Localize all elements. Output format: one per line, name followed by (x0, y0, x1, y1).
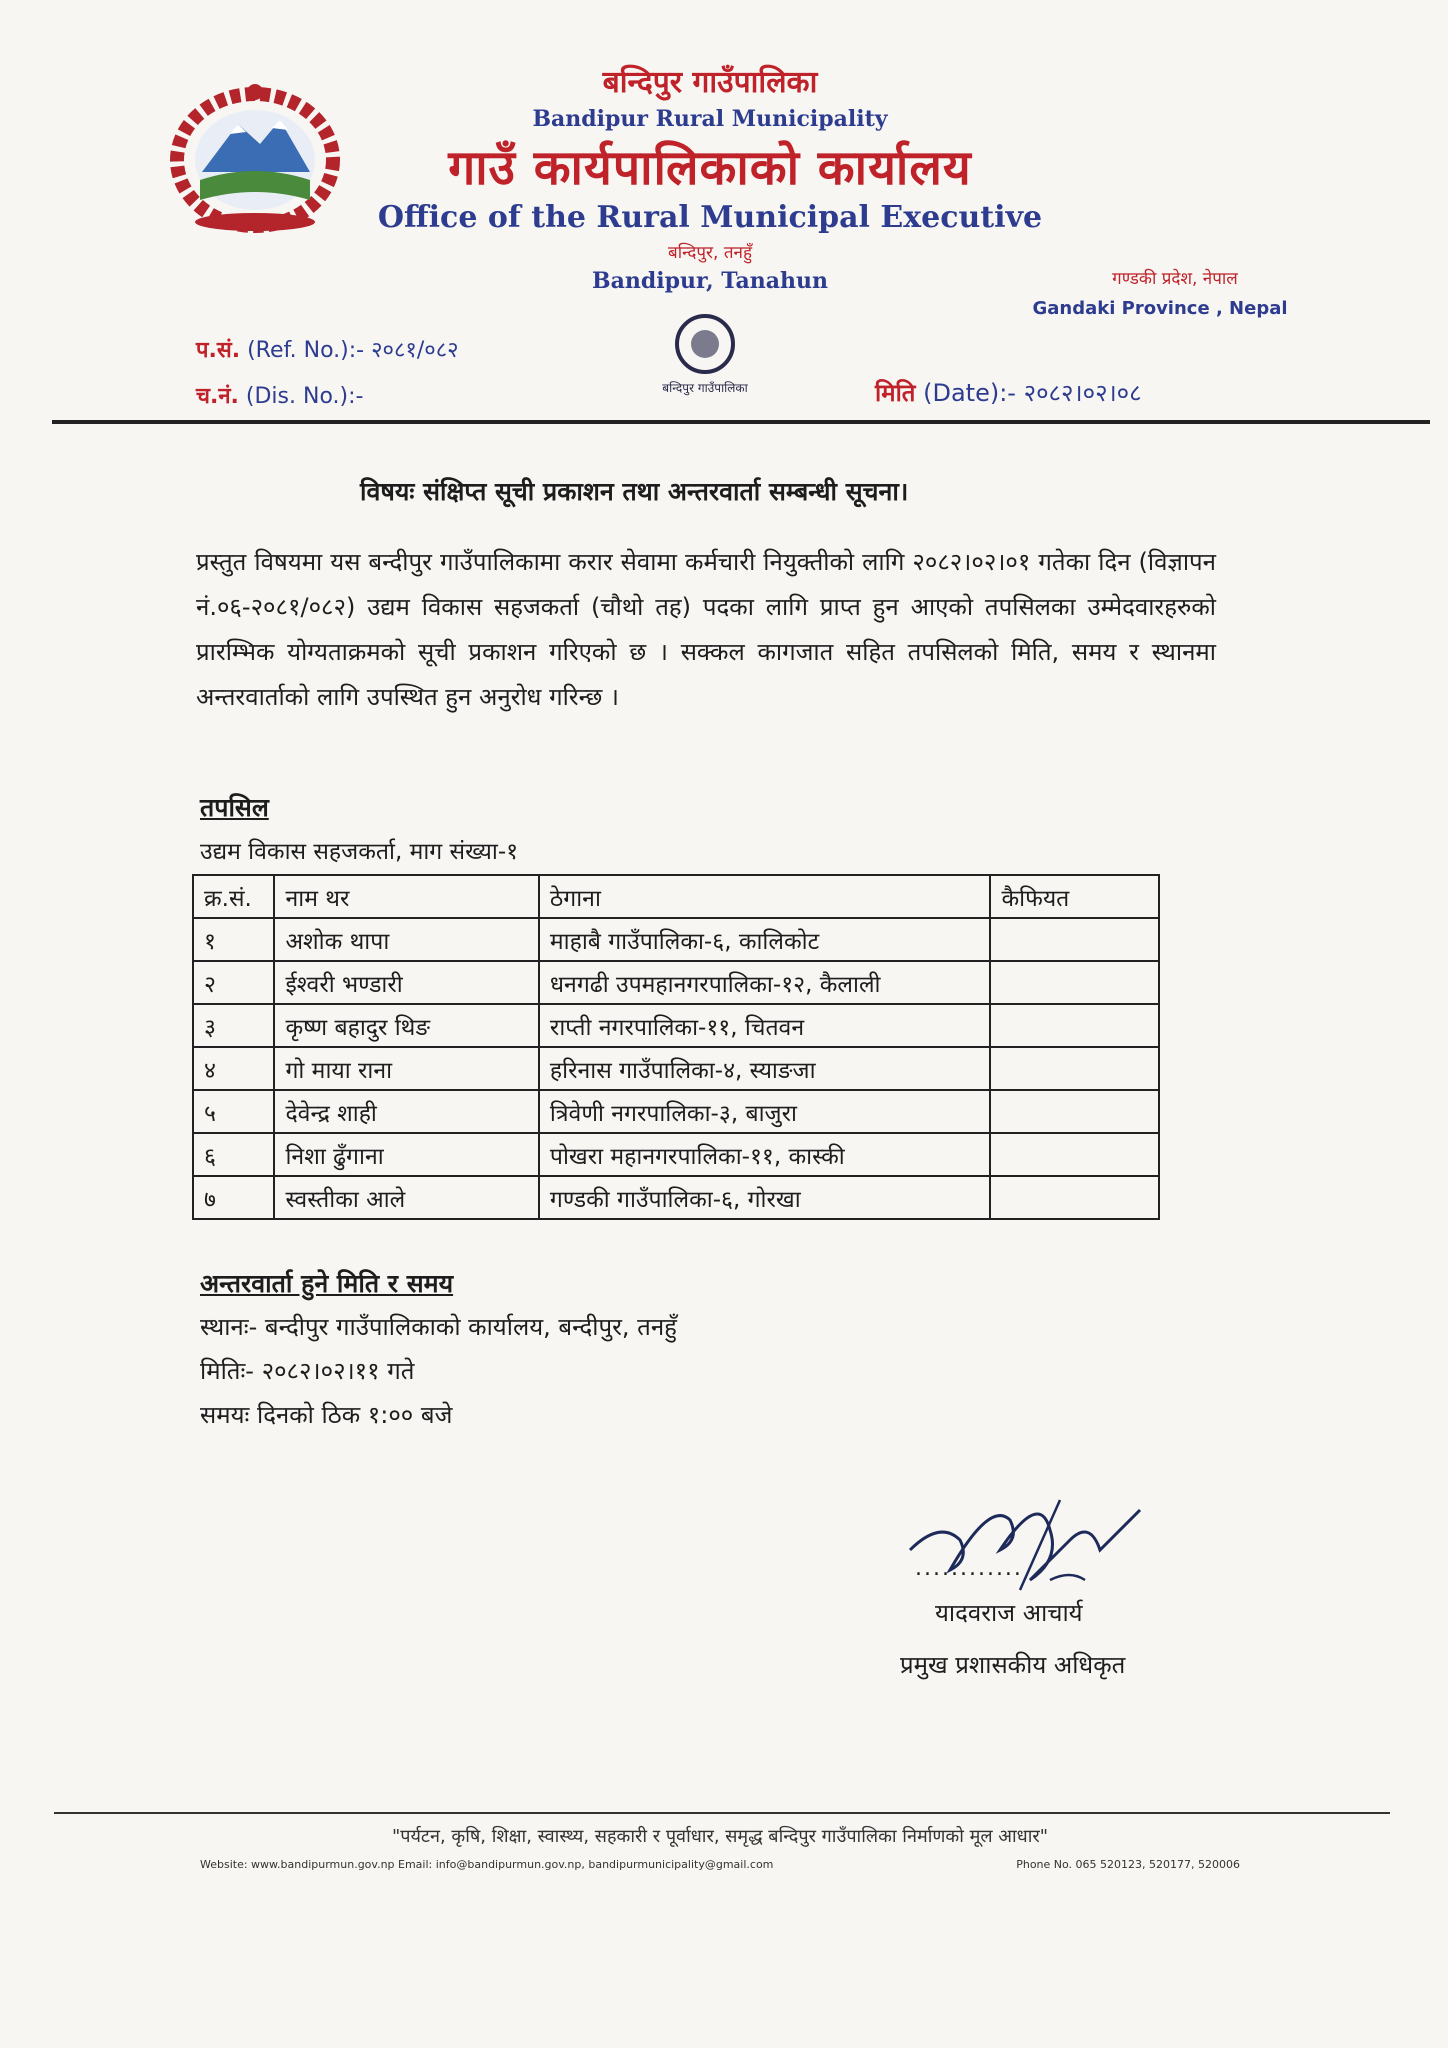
reference-number (196, 334, 459, 364)
stamp-top-text: बन्दिपुर गाउँपालिका (662, 381, 748, 395)
footer-slogan: "पर्यटन, कृषि, शिक्षा, स्वास्थ्य, सहकारी र पूर्वाधार, समृद्ध बन्दिपुर गाउँपालिका निर्माणको मूल आधार" (391, 1826, 1049, 1847)
interview-place: स्थानः- बन्दीपुर गाउँपालिकाको कार्यालय, बन्दीपुर, तनहुँ (200, 1313, 677, 1341)
cell-address: माहाबै गाउँपालिका-६, कालिकोट (539, 918, 991, 961)
notice-paragraph: प्रस्तुत विषयमा यस बन्दीपुर गाउँपालिकामा करार सेवामा कर्मचारी नियुक्तीको लागि २०८२।०२।०१ गतेका दिन (विज्ञापन नं.०६-२०८१/०८२) उद्यम विकास सहजकर्ता (चौथो तह) पदका लागि प्राप्त हुन आएको तपसिलका उम्मेदवारहरुको प्रारम्भिक योग्यताक्रमको सूची प्रकाशन गरिएको छ । सक्कल कागजात सहित तपसिलको मिति, समय र स्थानमा अन्तरवार्ताको लागि उपस्थित हुन अनुरोध गरिन्छ । (196, 548, 1216, 711)
cell-remarks (990, 1133, 1159, 1176)
cell-address: त्रिवेणी नगरपालिका-३, बाजुरा (539, 1090, 991, 1133)
ref-sub-label: (Ref. No.):- (247, 338, 365, 363)
cell-name: स्वस्तीका आले (274, 1176, 538, 1219)
cell-name: अशोक थापा (274, 918, 538, 961)
dis-label: च.नं. (196, 384, 239, 409)
col-remarks: कैफियत (990, 875, 1159, 918)
cell-serial: ३ (193, 1004, 274, 1047)
office-name-np: गाउँ कार्यपालिकाको कार्यालय (448, 140, 972, 196)
details-heading: तपसिल (200, 793, 269, 822)
col-address: ठेगाना (539, 875, 991, 918)
location-en: Bandipur, Tanahun (591, 268, 829, 294)
col-name: नाम थर (274, 875, 538, 918)
cell-remarks (990, 1090, 1159, 1133)
cell-serial: ४ (193, 1047, 274, 1090)
table-row (193, 1176, 1159, 1219)
footer-website-email: Website: www.bandipurmun.gov.np Email: info@bandipurmun.gov.np, bandipurmunicipality@gmail.com (200, 1858, 774, 1871)
signature-line: ............ (915, 1556, 1023, 1581)
header-divider (52, 420, 1430, 424)
ref-value: २०८१/०८२ (371, 338, 459, 363)
dispatch-number (196, 380, 363, 410)
table-row (193, 1133, 1159, 1176)
interview-date: मितिः- २०८२।०२।११ गते (200, 1357, 415, 1385)
cell-name: निशा ढुँगाना (274, 1133, 538, 1176)
cell-address: धनगढी उपमहानगरपालिका-१२, कैलाली (539, 961, 991, 1004)
footer-phone: Phone No. 065 520123, 520177, 520006 (1016, 1858, 1240, 1871)
date-sub-label: (Date):- (923, 379, 1016, 407)
cell-address: गण्डकी गाउँपालिका-६, गोरखा (539, 1176, 991, 1219)
cell-address: पोखरा महानगरपालिका-११, कास्की (539, 1133, 991, 1176)
interview-heading: अन्तरवार्ता हुने मिति र समय (200, 1269, 454, 1298)
table-row (193, 1090, 1159, 1133)
candidate-table (192, 874, 1160, 1220)
date-value: २०८२।०२।०८ (1023, 379, 1142, 407)
table-row (193, 918, 1159, 961)
province-en: Gandaki Province , Nepal (1032, 298, 1288, 319)
cell-name: कृष्ण बहादुर थिङ (274, 1004, 538, 1047)
table-row (193, 1047, 1159, 1090)
province-np: गण्डकी प्रदेश, नेपाल (1112, 269, 1238, 289)
cell-serial: ७ (193, 1176, 274, 1219)
interview-time: समयः दिनको ठिक १:०० बजे (200, 1401, 453, 1429)
cell-address: हरिनास गाउँपालिका-४, स्याङजा (539, 1047, 991, 1090)
cell-address: राप्ती नगरपालिका-११, चितवन (539, 1004, 991, 1047)
footer-divider (54, 1812, 1390, 1814)
office-name-en: Office of the Rural Municipal Executive (377, 200, 1043, 235)
ref-label: प.सं. (196, 338, 241, 363)
cell-serial: २ (193, 961, 274, 1004)
cell-serial: ५ (193, 1090, 274, 1133)
table-row (193, 1004, 1159, 1047)
cell-name: देवेन्द्र शाही (274, 1090, 538, 1133)
office-stamp (590, 304, 820, 474)
cell-name: ईश्वरी भण्डारी (274, 961, 538, 1004)
cell-serial: १ (193, 918, 274, 961)
footer-contact (200, 1858, 1240, 1871)
location-np: बन्दिपुर, तनहुँ (668, 243, 752, 263)
cell-name: गो माया राना (274, 1047, 538, 1090)
municipality-name-np: बन्दिपुर गाउँपालिका (602, 65, 818, 100)
col-serial: क्र.सं. (193, 875, 274, 918)
cell-remarks (990, 1047, 1159, 1090)
dis-sub-label: (Dis. No.):- (245, 384, 364, 409)
cell-remarks (990, 961, 1159, 1004)
cell-remarks (990, 1176, 1159, 1219)
nepal-emblem-icon (160, 72, 350, 242)
table-header-row (193, 875, 1159, 918)
table-row (193, 961, 1159, 1004)
signatory-title: प्रमुख प्रशासकीय अधिकृत (900, 1651, 1126, 1679)
post-and-quota: उद्यम विकास सहजकर्ता, माग संख्या-१ (200, 839, 519, 865)
cell-remarks (990, 1004, 1159, 1047)
municipality-name-en: Bandipur Rural Municipality (532, 106, 888, 132)
date-label: मिति (875, 379, 916, 407)
notice-date (875, 376, 1142, 409)
subject-line: विषयः संक्षिप्त सूची प्रकाशन तथा अन्तरवार्ता सम्बन्धी सूचना। (360, 477, 909, 506)
cell-serial: ६ (193, 1133, 274, 1176)
signatory-name: यादवराज आचार्य (935, 1599, 1083, 1627)
cell-remarks (990, 918, 1159, 961)
handwritten-signature (900, 1480, 1160, 1610)
